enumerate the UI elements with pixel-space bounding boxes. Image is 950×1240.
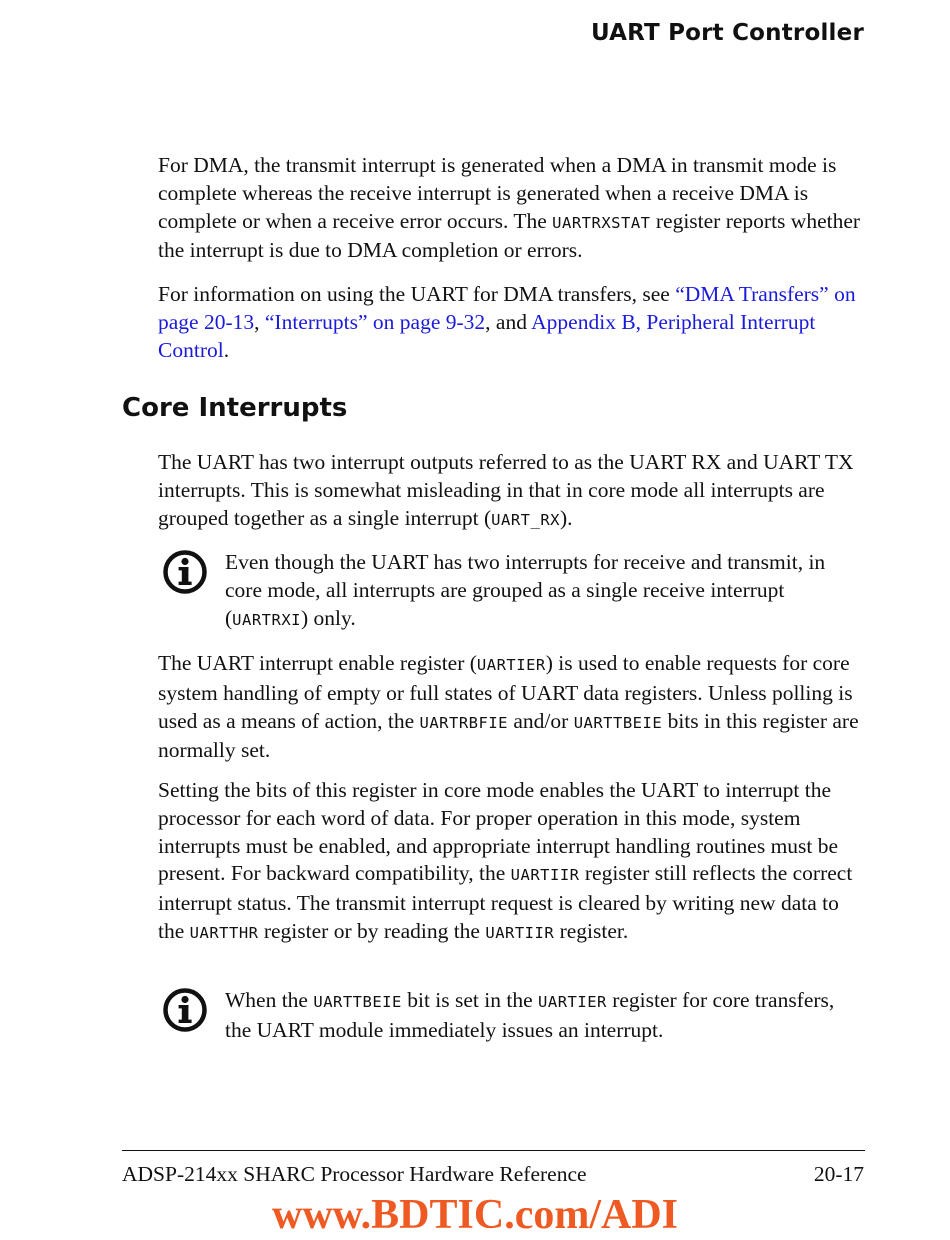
note-text	[225, 549, 865, 634]
section-heading-core-interrupts: Core Interrupts	[122, 393, 348, 423]
text-run: The UART interrupt enable register (	[158, 651, 477, 675]
text-run: register.	[554, 918, 629, 943]
dma-interrupt-paragraph	[158, 152, 864, 265]
text-run: ) only.	[301, 605, 356, 630]
interrupt-enable-paragraph	[158, 650, 864, 765]
footer-divider	[122, 1150, 865, 1151]
register-name: UARTTBEIE	[313, 993, 402, 1011]
register-name: UARTIER	[538, 993, 607, 1011]
register-name: UARTIIR	[510, 866, 580, 885]
running-header-title: UART Port Controller	[590, 20, 864, 46]
core-mode-paragraph	[158, 777, 864, 948]
link-appendix-b[interactable]: Appendix B, Peripheral Interrupt Control	[158, 309, 816, 362]
core-interrupts-paragraph	[158, 449, 864, 534]
text-run: Even though the UART has two interrupts for receive and transmit, in core mode, all interrupts are grouped as a single receive interrupt (	[225, 550, 826, 630]
text-run: ) is used to enable requests for core system handling of empty or full states of UART data registers. Unless polling is used as a means of action, the	[158, 651, 853, 733]
text-run: register or by reading the	[258, 918, 486, 943]
link-dma-transfers[interactable]: “DMA Transfers” on page 20-13	[158, 282, 856, 334]
text-run: register for core transfers, the UART module immediately issues an interrupt.	[225, 988, 835, 1042]
register-name: UARTIIR	[485, 923, 555, 942]
text-run: Setting the bits of this register in core mode enables the UART to interrupt the processor for each word of data. For proper operation in this mode, system interrupts must be enabled, and appropriate interrupt handling routines must be present. For backward compatibility, the	[158, 778, 839, 886]
text-run: register still reflects the correct interrupt status. The transmit interrupt request is cleared by writing new data to the	[158, 861, 853, 943]
register-name: UARTRXSTAT	[552, 213, 651, 232]
register-name: UARTRBFIE	[419, 713, 508, 732]
text-run: and/or	[508, 708, 574, 733]
text-run: register reports whether the interrupt is due to DMA completion or errors.	[158, 208, 861, 263]
text-run: , and	[485, 309, 532, 334]
text-run: When the	[225, 988, 314, 1012]
info-icon	[162, 549, 208, 595]
register-name: UART_RX	[491, 510, 560, 529]
info-icon	[162, 987, 208, 1033]
text-run: For DMA, the transmit interrupt is generated when a DMA in transmit mode is complete whereas the receive interrupt is generated when a receive DMA is complete or when a receive error occurs. The	[158, 153, 837, 233]
footer-book-title: ADSP-214xx SHARC Processor Hardware Reference	[122, 1162, 587, 1186]
dma-reference-paragraph	[158, 281, 864, 364]
register-name: UARTTBEIE	[573, 713, 663, 732]
footer-page-number: 20-17	[813, 1162, 864, 1186]
text-run: ).	[559, 505, 573, 530]
register-name: UARTIER	[476, 656, 546, 674]
text-run: bit is set in the	[401, 988, 539, 1012]
watermark-url[interactable]: www.BDTIC.com/ADI	[271, 1192, 678, 1238]
text-run: The UART has two interrupt outputs referred to as the UART RX and UART TX interrupts. This is somewhat misleading in that in core mode all interrupts are grouped together as a single interrupt (	[158, 450, 854, 530]
text-run: .	[223, 337, 230, 362]
text-run: bits in this register are normally set.	[158, 708, 859, 763]
link-interrupts[interactable]: “Interrupts” on page 9-32	[264, 309, 486, 334]
note-text	[225, 987, 865, 1045]
text-run: For information on using the UART for DMA transfers, see	[158, 282, 676, 306]
register-name: UARTTHR	[189, 923, 259, 942]
register-name: UARTRXI	[232, 610, 301, 629]
text-run: ,	[254, 309, 265, 334]
